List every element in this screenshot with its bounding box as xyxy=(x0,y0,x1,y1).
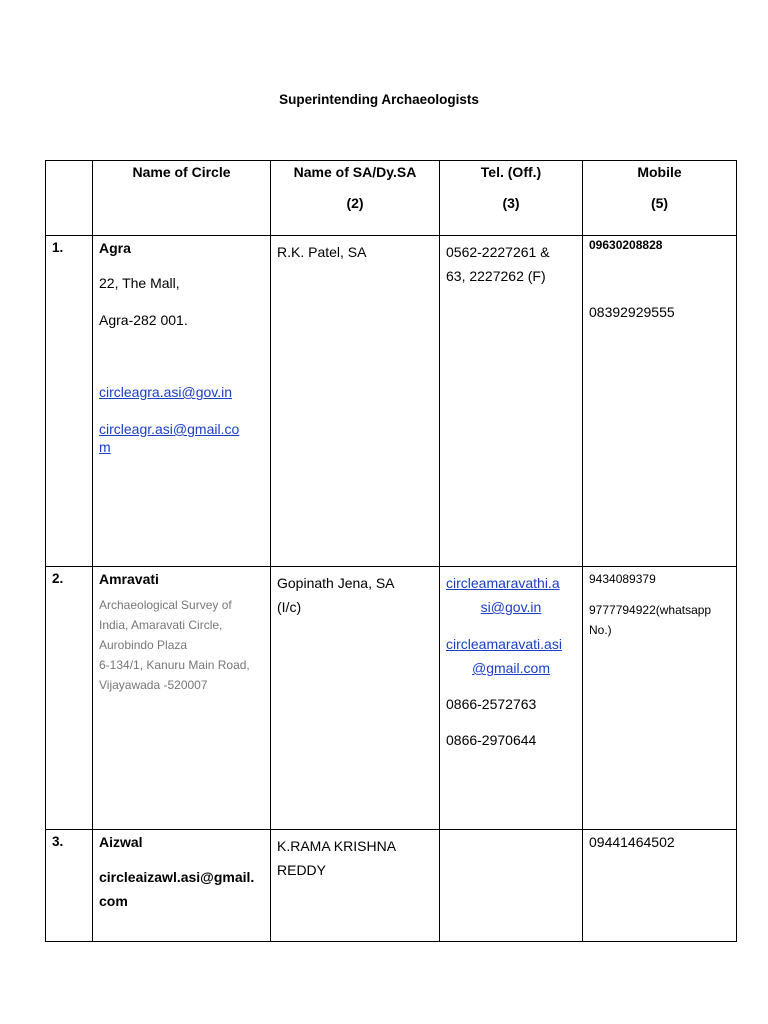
tel-cell: 0562-2227261 & 63, 2227262 (F) xyxy=(440,236,583,567)
email-link[interactable]: @gmail.com xyxy=(471,660,550,676)
sa-name: R.K. Patel, SA xyxy=(271,236,440,567)
header-name-of-sa: Name of SA/Dy.SA (2) xyxy=(271,161,440,236)
header-tel-off: Tel. (Off.) (3) xyxy=(440,161,583,236)
table-header-row xyxy=(46,161,737,236)
mobile-cell xyxy=(583,567,737,830)
tel-number: 0866-2572763 xyxy=(446,696,537,712)
row-serial: 3. xyxy=(46,830,93,942)
circle-cell xyxy=(93,567,271,830)
tel-number: 0866-2970644 xyxy=(446,732,537,748)
sa-name: K.RAMA KRISHNA REDDY xyxy=(271,830,440,942)
circle-cell xyxy=(93,236,271,567)
circle-cell xyxy=(93,830,271,942)
circle-name: Amravati xyxy=(99,571,159,587)
tel-cell xyxy=(440,830,583,942)
address-line: Agra-282 001. xyxy=(99,312,188,328)
mobile-number: 9434089379 xyxy=(589,572,656,586)
mobile-cell xyxy=(583,236,737,567)
circle-name: Aizwal xyxy=(99,834,143,850)
mobile-cell xyxy=(583,830,737,942)
mobile-number: 9777794922(whatsapp No.) xyxy=(589,603,712,637)
tel-cell xyxy=(440,567,583,830)
table-row xyxy=(46,830,737,942)
email-text: circleaizawl.asi@gmail. com xyxy=(99,869,255,909)
row-serial: 2. xyxy=(46,567,93,830)
row-serial: 1. xyxy=(46,236,93,567)
header-name-of-circle: Name of Circle xyxy=(93,161,271,236)
mobile-number: 09630208828 xyxy=(589,238,663,252)
email-link[interactable]: circleamaravati.asi xyxy=(446,636,562,652)
header-mobile: Mobile (5) xyxy=(583,161,737,236)
email-link[interactable]: si@gov.in xyxy=(480,599,542,615)
email-link[interactable]: circleagr.asi@gmail.co m xyxy=(99,421,240,455)
table-row xyxy=(46,567,737,830)
sa-name: Gopinath Jena, SA (I/c) xyxy=(271,567,440,830)
email-link[interactable]: circleamaravathi.a xyxy=(446,575,560,591)
archaeologists-table xyxy=(45,160,737,942)
address-block: Archaeological Survey of India, Amaravati Circle, Aurobindo Plaza 6-134/1, Kanuru Main Road, Vijayawada -520007 xyxy=(99,598,250,692)
page-title: Superintending Archaeologists xyxy=(279,92,479,107)
email-link[interactable]: circleagra.asi@gov.in xyxy=(99,384,233,400)
header-sn xyxy=(46,161,93,236)
address-line: 22, The Mall, xyxy=(99,275,180,291)
table-row xyxy=(46,236,737,567)
mobile-number: 09441464502 xyxy=(589,834,675,850)
mobile-number: 08392929555 xyxy=(589,304,675,320)
circle-name: Agra xyxy=(99,240,131,256)
